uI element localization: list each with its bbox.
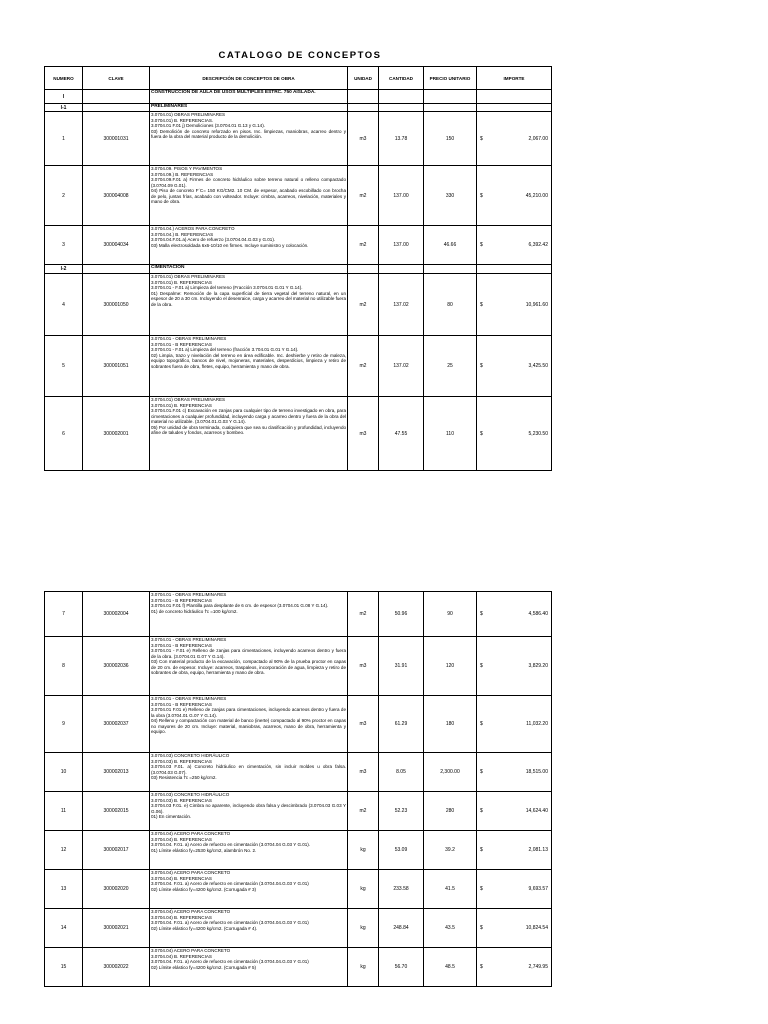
- description-line: 02) Límite elástico fy=4200 kg/cm2. (Corrugada # 5): [151, 964, 257, 970]
- row-importe: [477, 90, 552, 104]
- row-unidad: m3: [348, 397, 379, 471]
- row-importe: [477, 265, 552, 274]
- description-line: CONSTRUCCION DE AULA DE USOS MULTIPLES ESTRC. 750 AISLADA.: [151, 90, 316, 95]
- row-unidad: m2: [348, 592, 379, 637]
- row-unidad: m2: [348, 226, 379, 265]
- description-line: 3.0704.03) B. REFERENCIAS: [151, 797, 212, 803]
- row-description: [150, 265, 348, 274]
- currency-symbol: $: [480, 663, 483, 669]
- description-line: 04) Piso de concreto F´C= 150 KG/CM2. 10 CM. de espesor, acabado escobillado con brocha de pelo, juntas frías, acabado con volteador. Incluye: cimbra, acarreos, nivelación, materiales y mano de obra.: [151, 188, 346, 204]
- row-number: 14: [45, 909, 83, 948]
- importe-amount: 2,081.13: [528, 847, 548, 853]
- description-line: 01) Límite elástico fy=2530 kg/cm2, alambrón No. 2.: [151, 847, 257, 853]
- row-unidad: m2: [348, 166, 379, 226]
- header-row: [45, 67, 552, 90]
- description-line: 3.0704.01 - B REFERENCIAS: [151, 597, 212, 603]
- row-number: 1: [45, 112, 83, 166]
- description-line: 3.0704.04) B. REFERENCIAS: [151, 953, 212, 959]
- description-line: 3.0704.09.F.01 a) Firmes de concreto hidráulico sobre terreno natural o relleno compactado (3.0704.09 G.01).: [151, 177, 346, 188]
- currency-symbol: $: [480, 769, 483, 775]
- description-line: 03) Demolición de concreto reforzado en pisos. Inc. limpiezas, maniobras, acarreo dentro y fuera de la obra del material producto de la demolición.: [151, 128, 346, 139]
- row-unidad: m3: [348, 637, 379, 696]
- description-line: 3.0704.04.) ACEROS PARA CONCRETO: [151, 226, 235, 231]
- table-row: [45, 226, 552, 265]
- description-line: 3.0704.01 - F.01 e) Relleno de zanjas para cimentaciones, incluyendo acarreos dentro y fuera de la obra. (3.0704.01 G.07 Y G.14).: [151, 648, 346, 659]
- currency-symbol: $: [480, 192, 483, 199]
- table-row: [45, 753, 552, 792]
- row-number: 13: [45, 870, 83, 909]
- row-cantidad: 31.91: [379, 637, 424, 696]
- row-clave: 300002020: [83, 870, 150, 909]
- description-line: 3.0704.09.) B. REFERENCIAS: [151, 171, 214, 177]
- importe-amount: 18,515.00: [525, 769, 548, 775]
- section-row: [45, 265, 552, 274]
- description-line: 3.0704.04.F.01.a) Acero de refuerzo (3.0704.04.G.03 y G.01).: [151, 237, 276, 242]
- row-precio-unitario: 330: [424, 166, 477, 226]
- row-clave: 300004034: [83, 226, 150, 265]
- table-row: [45, 112, 552, 166]
- table-body: [45, 90, 552, 471]
- row-unidad: kg: [348, 870, 379, 909]
- description-line: 02) Límite elástico fy=4200 kg/cm2. (Corrugada # 4).: [151, 925, 258, 931]
- row-precio-unitario: 150: [424, 112, 477, 166]
- description-line: 3.0704.03) CONCRETO HIDRÁULICO: [151, 792, 230, 797]
- row-clave: 300001050: [83, 274, 150, 336]
- row-precio-unitario: 43.5: [424, 909, 477, 948]
- row-number: 8: [45, 637, 83, 696]
- description-line: CIMENTACION: [151, 265, 185, 270]
- table-body: [45, 592, 552, 987]
- currency-symbol: $: [480, 611, 483, 617]
- header-cantidad: CANTIDAD: [379, 67, 424, 90]
- row-description: [150, 274, 348, 336]
- description-line: 3.0704.04) B. REFERENCIAS: [151, 914, 212, 920]
- row-number: 6: [45, 397, 83, 471]
- row-unidad: m2: [348, 274, 379, 336]
- row-clave: [83, 90, 150, 104]
- table-row: [45, 592, 552, 637]
- description-line: 3.0704.01 F.01 j) Demoliciones (3.0704.01 G.13 y G.14).: [151, 123, 265, 128]
- description-line: 01) Despalme: Remoción de la capa superficial de tierra vegetal del terreno natural, en un espesor de 20 a 30 cm. Incluyendo el desenraice, carga y acarreo del material no utilizable fuera de la obra.: [151, 290, 346, 307]
- description-line: 3.0704.04) ACERO PARA CONCRETO: [151, 831, 231, 836]
- header-importe: IMPORTE: [477, 67, 552, 90]
- description-line: 3.0704.04) ACERO PARA CONCRETO: [151, 909, 231, 914]
- description-line: 3.0704.01 - OBRAS PRELIMINARES: [151, 336, 227, 341]
- row-unidad: m3: [348, 696, 379, 753]
- row-clave: 300002004: [83, 592, 150, 637]
- row-number: 4: [45, 274, 83, 336]
- row-cantidad: [379, 265, 424, 274]
- currency-symbol: $: [480, 242, 483, 248]
- row-precio-unitario: 39.2: [424, 831, 477, 870]
- description-line: 05) Por unidad de obra terminada, cualquiera que sea su clasificación y profundidad, incluyendo afine de taludes y fondos, acarreos y bombeo.: [151, 424, 346, 435]
- row-description: [150, 166, 348, 226]
- currency-symbol: $: [480, 135, 483, 142]
- header-unidad: UNIDAD: [348, 67, 379, 90]
- row-cantidad: 8.05: [379, 753, 424, 792]
- importe-amount: 3,425.50: [528, 363, 548, 369]
- description-line: 3.0704.03 F.01. e) Cimbra no aparente, incluyendo obra falsa y descimbrado (3.0704.03 G.03 Y G.06).: [151, 803, 346, 814]
- description-line: 3.0704.01 - B REFERENCIAS: [151, 341, 212, 347]
- currency-symbol: $: [480, 847, 483, 853]
- importe-amount: 2,067.00: [528, 135, 548, 142]
- description-line: 3.0704.04) ACERO PARA CONCRETO: [151, 948, 231, 953]
- row-cantidad: 56.70: [379, 948, 424, 987]
- row-unidad: m2: [348, 336, 379, 397]
- row-importe: [477, 831, 552, 870]
- importe-amount: 45,210.00: [525, 192, 548, 199]
- row-precio-unitario: 120: [424, 637, 477, 696]
- row-unidad: m3: [348, 753, 379, 792]
- row-importe: [477, 397, 552, 471]
- row-precio-unitario: [424, 90, 477, 104]
- row-clave: [83, 265, 150, 274]
- row-description: [150, 104, 348, 112]
- importe-amount: 9,693.57: [528, 886, 548, 892]
- row-clave: 300002036: [83, 637, 150, 696]
- row-description: [150, 909, 348, 948]
- importe-amount: 10,961.60: [525, 301, 548, 308]
- currency-symbol: $: [480, 721, 483, 727]
- description-line: 3.0704.01 F.01 e) Relleno de zanjas para cimentaciones, incluyendo acarreos dentro y fuera de la obra (3.0704.01 G.07 Y G.14).: [151, 707, 346, 718]
- row-importe: [477, 753, 552, 792]
- description-line: 3.0704.01) B. REFERENCIAS.: [151, 117, 214, 123]
- catalog-table-page-2: [44, 591, 552, 987]
- row-precio-unitario: 46.66: [424, 226, 477, 265]
- row-description: [150, 112, 348, 166]
- row-number: 7: [45, 592, 83, 637]
- description-line: 3.0704.01) B. REFERENCIAS: [151, 402, 212, 408]
- row-number: I-2: [45, 265, 83, 274]
- row-precio-unitario: 48.5: [424, 948, 477, 987]
- description-line: 03) Malla electrosoldada 6x6-10/10 en firmes. Incluye suministro y colocación.: [151, 242, 309, 248]
- row-importe: [477, 696, 552, 753]
- importe-amount: 10,824.54: [525, 925, 548, 931]
- row-clave: 300002017: [83, 831, 150, 870]
- row-description: [150, 336, 348, 397]
- header-precio-unitario: PRECIO UNITARIO: [424, 67, 477, 90]
- row-importe: [477, 226, 552, 265]
- table-row: [45, 696, 552, 753]
- row-importe: [477, 336, 552, 397]
- row-importe: [477, 637, 552, 696]
- currency-symbol: $: [480, 964, 483, 970]
- row-description: [150, 696, 348, 753]
- row-clave: 300002037: [83, 696, 150, 753]
- currency-symbol: $: [480, 808, 483, 814]
- row-number: I-1: [45, 104, 83, 112]
- row-cantidad: 52.23: [379, 792, 424, 831]
- row-description: [150, 831, 348, 870]
- row-unidad: m3: [348, 112, 379, 166]
- catalog-table-page-1: [44, 66, 552, 471]
- page-title: CATALOGO DE CONCEPTOS: [218, 50, 382, 61]
- row-unidad: kg: [348, 831, 379, 870]
- description-line: 03) Resistencia f'c =250 kg/cm2.: [151, 775, 217, 780]
- row-cantidad: 137.00: [379, 226, 424, 265]
- row-description: [150, 948, 348, 987]
- row-cantidad: 137.00: [379, 166, 424, 226]
- currency-symbol: $: [480, 886, 483, 892]
- description-line: 03) Con material producto de la excavación, compactado al 90% de la prueba proctor en capas de 20 cm. de espesor. Incluye: acarreos, traspaleos, incorporación de agua, limpieza y retiro de sobrantes de obra, equipo, herramienta y mano de obra.: [151, 659, 346, 675]
- row-description: [150, 792, 348, 831]
- table-row: [45, 274, 552, 336]
- description-line: 3.0704.04) ACERO PARA CONCRETO: [151, 870, 231, 875]
- row-number: 15: [45, 948, 83, 987]
- row-cantidad: 233.58: [379, 870, 424, 909]
- description-line: 3.0704.03) CONCRETO HIDRÁULICO: [151, 753, 230, 758]
- row-number: 12: [45, 831, 83, 870]
- table-row: [45, 792, 552, 831]
- row-cantidad: [379, 90, 424, 104]
- row-precio-unitario: 110: [424, 397, 477, 471]
- importe-amount: 14,624.40: [525, 808, 548, 814]
- description-line: PRELIMINARES: [151, 104, 188, 109]
- row-cantidad: 61.29: [379, 696, 424, 753]
- importe-amount: 4,586.40: [528, 611, 548, 617]
- row-importe: [477, 592, 552, 637]
- row-number: I: [45, 90, 83, 104]
- row-clave: 300002001: [83, 397, 150, 471]
- importe-amount: 5,230.50: [528, 430, 548, 437]
- row-clave: 300002013: [83, 753, 150, 792]
- row-clave: 300001031: [83, 112, 150, 166]
- row-cantidad: 137.02: [379, 274, 424, 336]
- row-number: 11: [45, 792, 83, 831]
- description-line: 01) de concreto hidráulico f'c =100 kg/cm2.: [151, 608, 238, 614]
- description-line: 3.0704.01 F.01 f) Plantilla para desplante de 6 cm. de espesor (3.0704.01 G.08 Y G.14).: [151, 603, 329, 608]
- row-precio-unitario: 41.5: [424, 870, 477, 909]
- currency-symbol: $: [480, 301, 483, 308]
- currency-symbol: $: [480, 363, 483, 369]
- row-clave: 300002021: [83, 909, 150, 948]
- table-row: [45, 870, 552, 909]
- row-cantidad: 53.09: [379, 831, 424, 870]
- row-cantidad: 50.96: [379, 592, 424, 637]
- description-line: 3.0704.01 - OBRAS PRELIMINARES: [151, 592, 227, 597]
- table-row: [45, 948, 552, 987]
- row-precio-unitario: 180: [424, 696, 477, 753]
- row-cantidad: 248.84: [379, 909, 424, 948]
- header-clave: CLAVE: [83, 67, 150, 90]
- row-precio-unitario: 90: [424, 592, 477, 637]
- row-description: [150, 226, 348, 265]
- row-cantidad: 137.02: [379, 336, 424, 397]
- row-importe: [477, 909, 552, 948]
- description-line: 3.0704.04) B. REFERENCIAS: [151, 875, 212, 881]
- row-importe: [477, 104, 552, 112]
- currency-symbol: $: [480, 430, 483, 437]
- description-line: 3.0704.01) OBRAS PRELIMINARES: [151, 112, 226, 117]
- table-row: [45, 397, 552, 471]
- row-clave: 300002015: [83, 792, 150, 831]
- description-line: 3.0704.04. F.01. a) Acero de refuerzo en cimentación (3.0704.04.G.03 Y G.01): [151, 920, 309, 925]
- row-number: 10: [45, 753, 83, 792]
- row-unidad: m2: [348, 792, 379, 831]
- row-importe: [477, 870, 552, 909]
- description-line: 3.0704.04. F.01. a) Acero de refuerzo en cimentación (3.0704.04.G.03 Y G.01): [151, 881, 309, 886]
- description-line: 3.0704.01 - OBRAS PRELIMINARES: [151, 637, 227, 642]
- row-cantidad: [379, 104, 424, 112]
- description-line: 02) Limpia, trazo y nivelación del terreno en área edificable. Inc. deshierbe y retiro de maleza, equipo topográfico, bancos de nivel, mojoneras, materiales, desperdicios, limpieza y retiro de sobrantes fuera de obra, fletes, equipo, herramienta y mano de obra.: [151, 352, 346, 369]
- importe-amount: 11,032.20: [526, 721, 548, 727]
- row-importe: [477, 792, 552, 831]
- row-description: [150, 592, 348, 637]
- description-line: 3.0704.01) OBRAS PRELIMINARES: [151, 274, 226, 279]
- row-number: 2: [45, 166, 83, 226]
- description-line: 3.0704.01 - B REFERENCIAS: [151, 701, 212, 707]
- description-line: 3.0704.03) B. REFERENCIAS: [151, 758, 212, 764]
- row-cantidad: 47.55: [379, 397, 424, 471]
- row-clave: 300002022: [83, 948, 150, 987]
- row-description: [150, 637, 348, 696]
- row-unidad: [348, 265, 379, 274]
- row-unidad: kg: [348, 948, 379, 987]
- currency-symbol: $: [480, 925, 483, 931]
- row-description: [150, 397, 348, 471]
- row-precio-unitario: 80: [424, 274, 477, 336]
- importe-amount: 6,392.42: [528, 242, 548, 248]
- section-row: [45, 104, 552, 112]
- row-precio-unitario: [424, 265, 477, 274]
- row-clave: [83, 104, 150, 112]
- description-line: 3.0704.09. PISOS Y PAVIMENTOS: [151, 166, 223, 171]
- description-line: 3.0704.01) B. REFERENCIAS: [151, 279, 212, 285]
- row-importe: [477, 274, 552, 336]
- row-unidad: kg: [348, 909, 379, 948]
- row-precio-unitario: 25: [424, 336, 477, 397]
- section-row: [45, 90, 552, 104]
- row-importe: [477, 112, 552, 166]
- table-row: [45, 831, 552, 870]
- row-clave: 300001051: [83, 336, 150, 397]
- description-line: 3.0704.01.F.01 c) Excavación en zanjas para cualquier tipo de terreno investigado en obra, para cimentaciones a cualquier profundidad, incluyendo carga y acarreo dentro y fuera de la obra del material no utilizable. (3.0704.01.G.03 Y G.14).: [151, 408, 346, 424]
- description-line: 3.0704.03 F.01. a) Concreto hidráulico en cimentación, sin incluir moldes u obra falsa. (3.0704.03 G.07).: [151, 764, 346, 775]
- row-unidad: [348, 90, 379, 104]
- table-row: [45, 336, 552, 397]
- description-line: 3.0704.04. F.01. a) Acero de refuerzo en cimentación (3.0704.04.G.03 Y G.01): [151, 959, 309, 964]
- row-importe: [477, 948, 552, 987]
- row-clave: 300004008: [83, 166, 150, 226]
- description-line: 01) En cimentación.: [151, 814, 192, 819]
- row-description: [150, 753, 348, 792]
- description-line: 02) Límite elástico fy=4200 kg/cm2. (Corrugada # 3): [151, 886, 257, 892]
- row-number: 9: [45, 696, 83, 753]
- table-row: [45, 166, 552, 226]
- description-line: 04) Relleno y compactación con material de banco (inerte) compactado al 90% proctor en capas no mayores de 20 cm. Incluye: material, maniobras, acarreos, mano de obra, herramienta y equipo.: [151, 718, 346, 734]
- header-numero: NUMERO: [45, 67, 83, 90]
- description-line: 3.0704.01 - F.01 a) Limpieza del terreno (Fracción 3.0704.01 G.01 Y G.14).: [151, 285, 303, 290]
- row-precio-unitario: 280: [424, 792, 477, 831]
- row-number: 5: [45, 336, 83, 397]
- row-importe: [477, 166, 552, 226]
- table-row: [45, 909, 552, 948]
- description-line: 3.0704.01 - F.01 a) Limpieza del terreno (fracción 3.704.01 G.01 Y G.14).: [151, 347, 299, 352]
- importe-amount: 3,829.20: [528, 663, 548, 669]
- header-descripcion: DESCRIPCIÓN DE CONCEPTOS DE OBRA: [150, 67, 348, 90]
- description-line: 3.0704.04.) B. REFERENCIAS: [151, 231, 214, 237]
- description-line: 3.0704.01) OBRAS PRELIMINARES: [151, 397, 226, 402]
- row-unidad: [348, 104, 379, 112]
- description-line: 3.0704.01 - OBRAS PRELIMINARES: [151, 696, 227, 701]
- table-row: [45, 637, 552, 696]
- row-cantidad: 13.78: [379, 112, 424, 166]
- importe-amount: 2,749.95: [528, 964, 548, 970]
- row-precio-unitario: [424, 104, 477, 112]
- description-line: 3.0704.01 - B REFERENCIAS: [151, 642, 212, 648]
- row-description: [150, 90, 348, 104]
- description-line: 3.0704.04. F.01. a) Acero de refuerzo en cimentación (3.0704.04 G.03 Y G.01).: [151, 842, 311, 847]
- row-precio-unitario: 2,300.00: [424, 753, 477, 792]
- row-number: 3: [45, 226, 83, 265]
- row-description: [150, 870, 348, 909]
- description-line: 3.0704.04) B. REFERENCIAS: [151, 836, 212, 842]
